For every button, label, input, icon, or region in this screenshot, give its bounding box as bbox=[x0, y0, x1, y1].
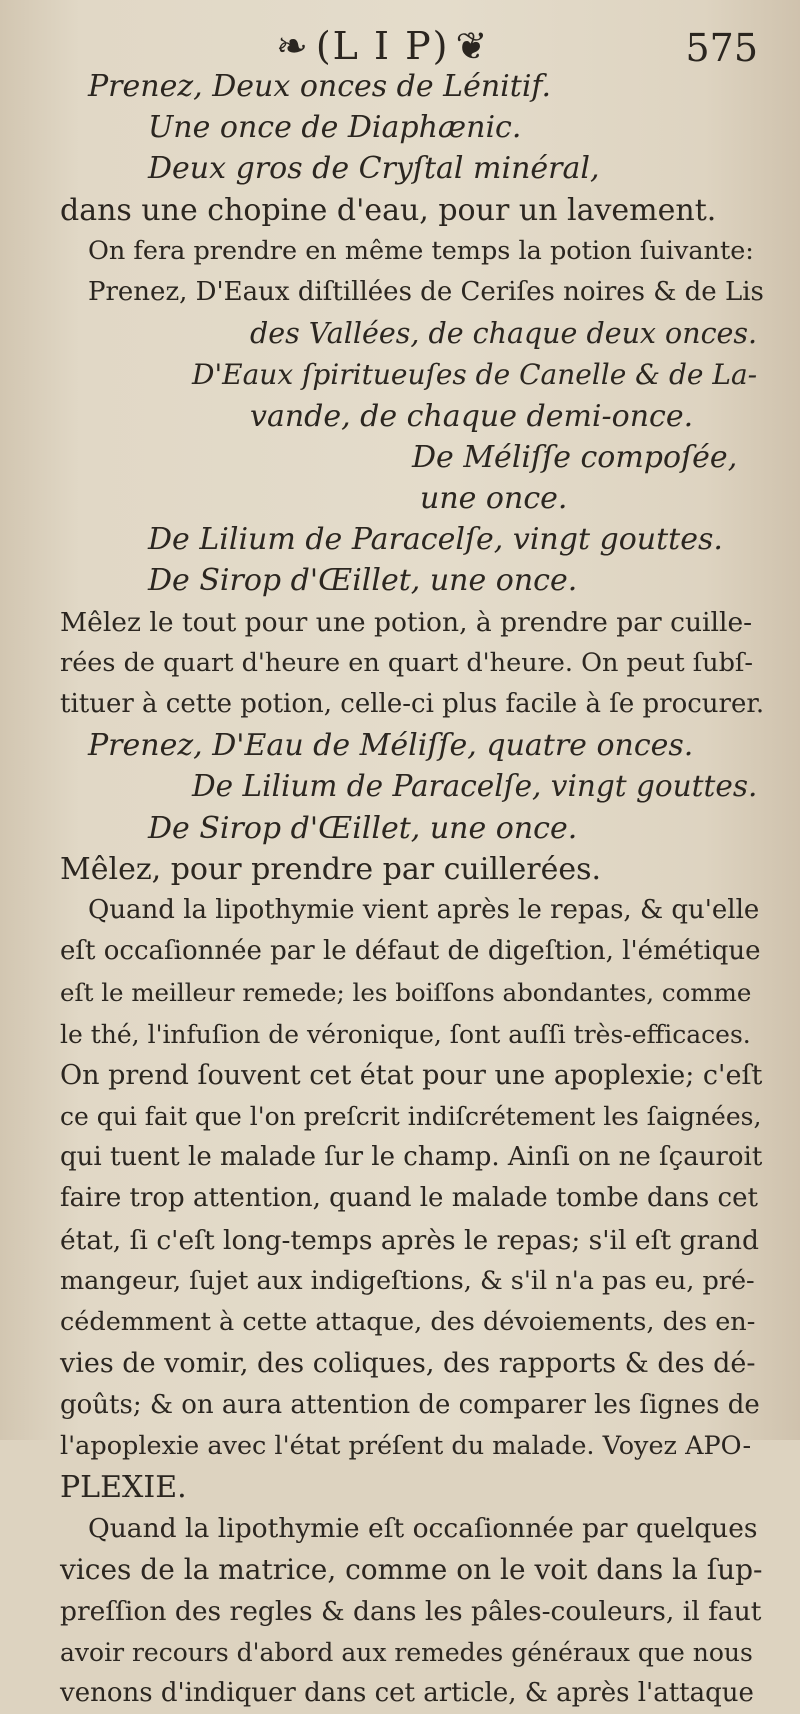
text-line: Une once de Diaphænic. bbox=[148, 110, 522, 146]
text-line: Prenez, Deux onces de Lénitif. bbox=[88, 69, 551, 104]
text-line: une once. bbox=[420, 481, 568, 517]
text-line: De Lilium de Paracelſe, vingt gouttes. bbox=[192, 769, 758, 804]
text-line: De Sirop d'Œillet, une once. bbox=[148, 810, 578, 846]
text-line: vies de vomir, des coliques, des rapports & des dé- bbox=[60, 1348, 756, 1380]
text-line: PLEXIE. bbox=[60, 1469, 187, 1505]
text-line: ce qui fait que l'on preſcrit indiſcrétement les ſaignées, bbox=[60, 1102, 762, 1132]
text-line: dans une chopine d'eau, pour un lavement. bbox=[60, 192, 717, 228]
body-text bbox=[40, 66, 764, 1714]
text-line: venons d'indiquer dans cet article, & après l'attaque bbox=[60, 1677, 754, 1708]
text-line: qui tuent le malade ſur le champ. Ainſi on ne ſçauroit bbox=[60, 1142, 763, 1173]
text-line: état, ſi c'eſt long-temps après le repas; s'il eſt grand bbox=[60, 1224, 759, 1256]
text-line: le thé, l'infuſion de véronique, ſont auſſi très-efficaces. bbox=[60, 1019, 751, 1049]
text-line: Mêlez, pour prendre par cuillerées. bbox=[60, 851, 602, 887]
text-line: De Méliſſe compoſée, bbox=[412, 439, 738, 475]
running-head-text: (L I P) bbox=[315, 24, 450, 68]
text-line: mangeur, ſujet aux indigeſtions, & s'il n'a pas eu, pré- bbox=[60, 1265, 755, 1296]
text-line: goûts; & on aura attention de comparer les ſignes de bbox=[60, 1389, 760, 1420]
text-line: Prenez, D'Eau de Méliſſe, quatre onces. bbox=[88, 728, 694, 764]
text-line: D'Eaux ſpiritueuſes de Canelle & de La- bbox=[192, 358, 758, 392]
text-line: tituer à cette potion, celle-ci plus facile à ſe procurer. bbox=[60, 689, 765, 720]
text-line: vices de la matrice, comme on le voit dans la ſup- bbox=[60, 1553, 763, 1587]
fleuron-left-icon: ❧ bbox=[276, 24, 310, 68]
text-line: preſſion des regles & dans les pâles-couleurs, il faut bbox=[60, 1595, 762, 1627]
text-line: rées de quart d'heure en quart d'heure. On peut ſubſ- bbox=[60, 647, 753, 678]
text-line: des Vallées, de chaque deux onces. bbox=[250, 317, 758, 351]
text-line: On fera prendre en même temps la potion ſuivante: bbox=[88, 235, 754, 266]
text-line: Deux gros de Cryſtal minéral, bbox=[148, 151, 600, 187]
page-header bbox=[40, 16, 764, 70]
text-line: eſt le meilleur remede; les boiſſons abondantes, comme bbox=[60, 978, 752, 1008]
text-line: On prend ſouvent cet état pour une apoplexie; c'eſt bbox=[60, 1059, 763, 1091]
text-line: De Sirop d'Œillet, une once. bbox=[148, 563, 578, 599]
text-line: faire trop attention, quand le malade tombe dans cet bbox=[60, 1183, 758, 1214]
text-line: Mêlez le tout pour une potion, à prendre par cuille- bbox=[60, 606, 753, 638]
text-line: avoir recours d'abord aux remedes généraux que nous bbox=[60, 1637, 753, 1667]
page-number: 575 bbox=[685, 26, 758, 70]
text-line: Quand la lipothymie vient après le repas, & qu'elle bbox=[88, 895, 760, 926]
text-line: vande, de chaque demi-once. bbox=[250, 398, 694, 434]
running-head bbox=[270, 24, 495, 68]
text-line: eſt occaſionnée par le défaut de digeſtion, l'émétique bbox=[60, 936, 761, 967]
text-line: l'apoplexie avec l'état préſent du malade. Voyez APO- bbox=[60, 1430, 752, 1461]
text-line: cédemment à cette attaque, des dévoiements, des en- bbox=[60, 1307, 756, 1338]
text-line: Prenez, D'Eaux diſtillées de Ceriſes noires & de Lis bbox=[88, 277, 764, 308]
text-line: Quand la lipothymie eſt occaſionnée par quelques bbox=[88, 1513, 758, 1545]
text-line: De Lilium de Paracelſe, vingt gouttes. bbox=[148, 522, 723, 558]
fleuron-right-icon: ❦ bbox=[455, 24, 490, 68]
